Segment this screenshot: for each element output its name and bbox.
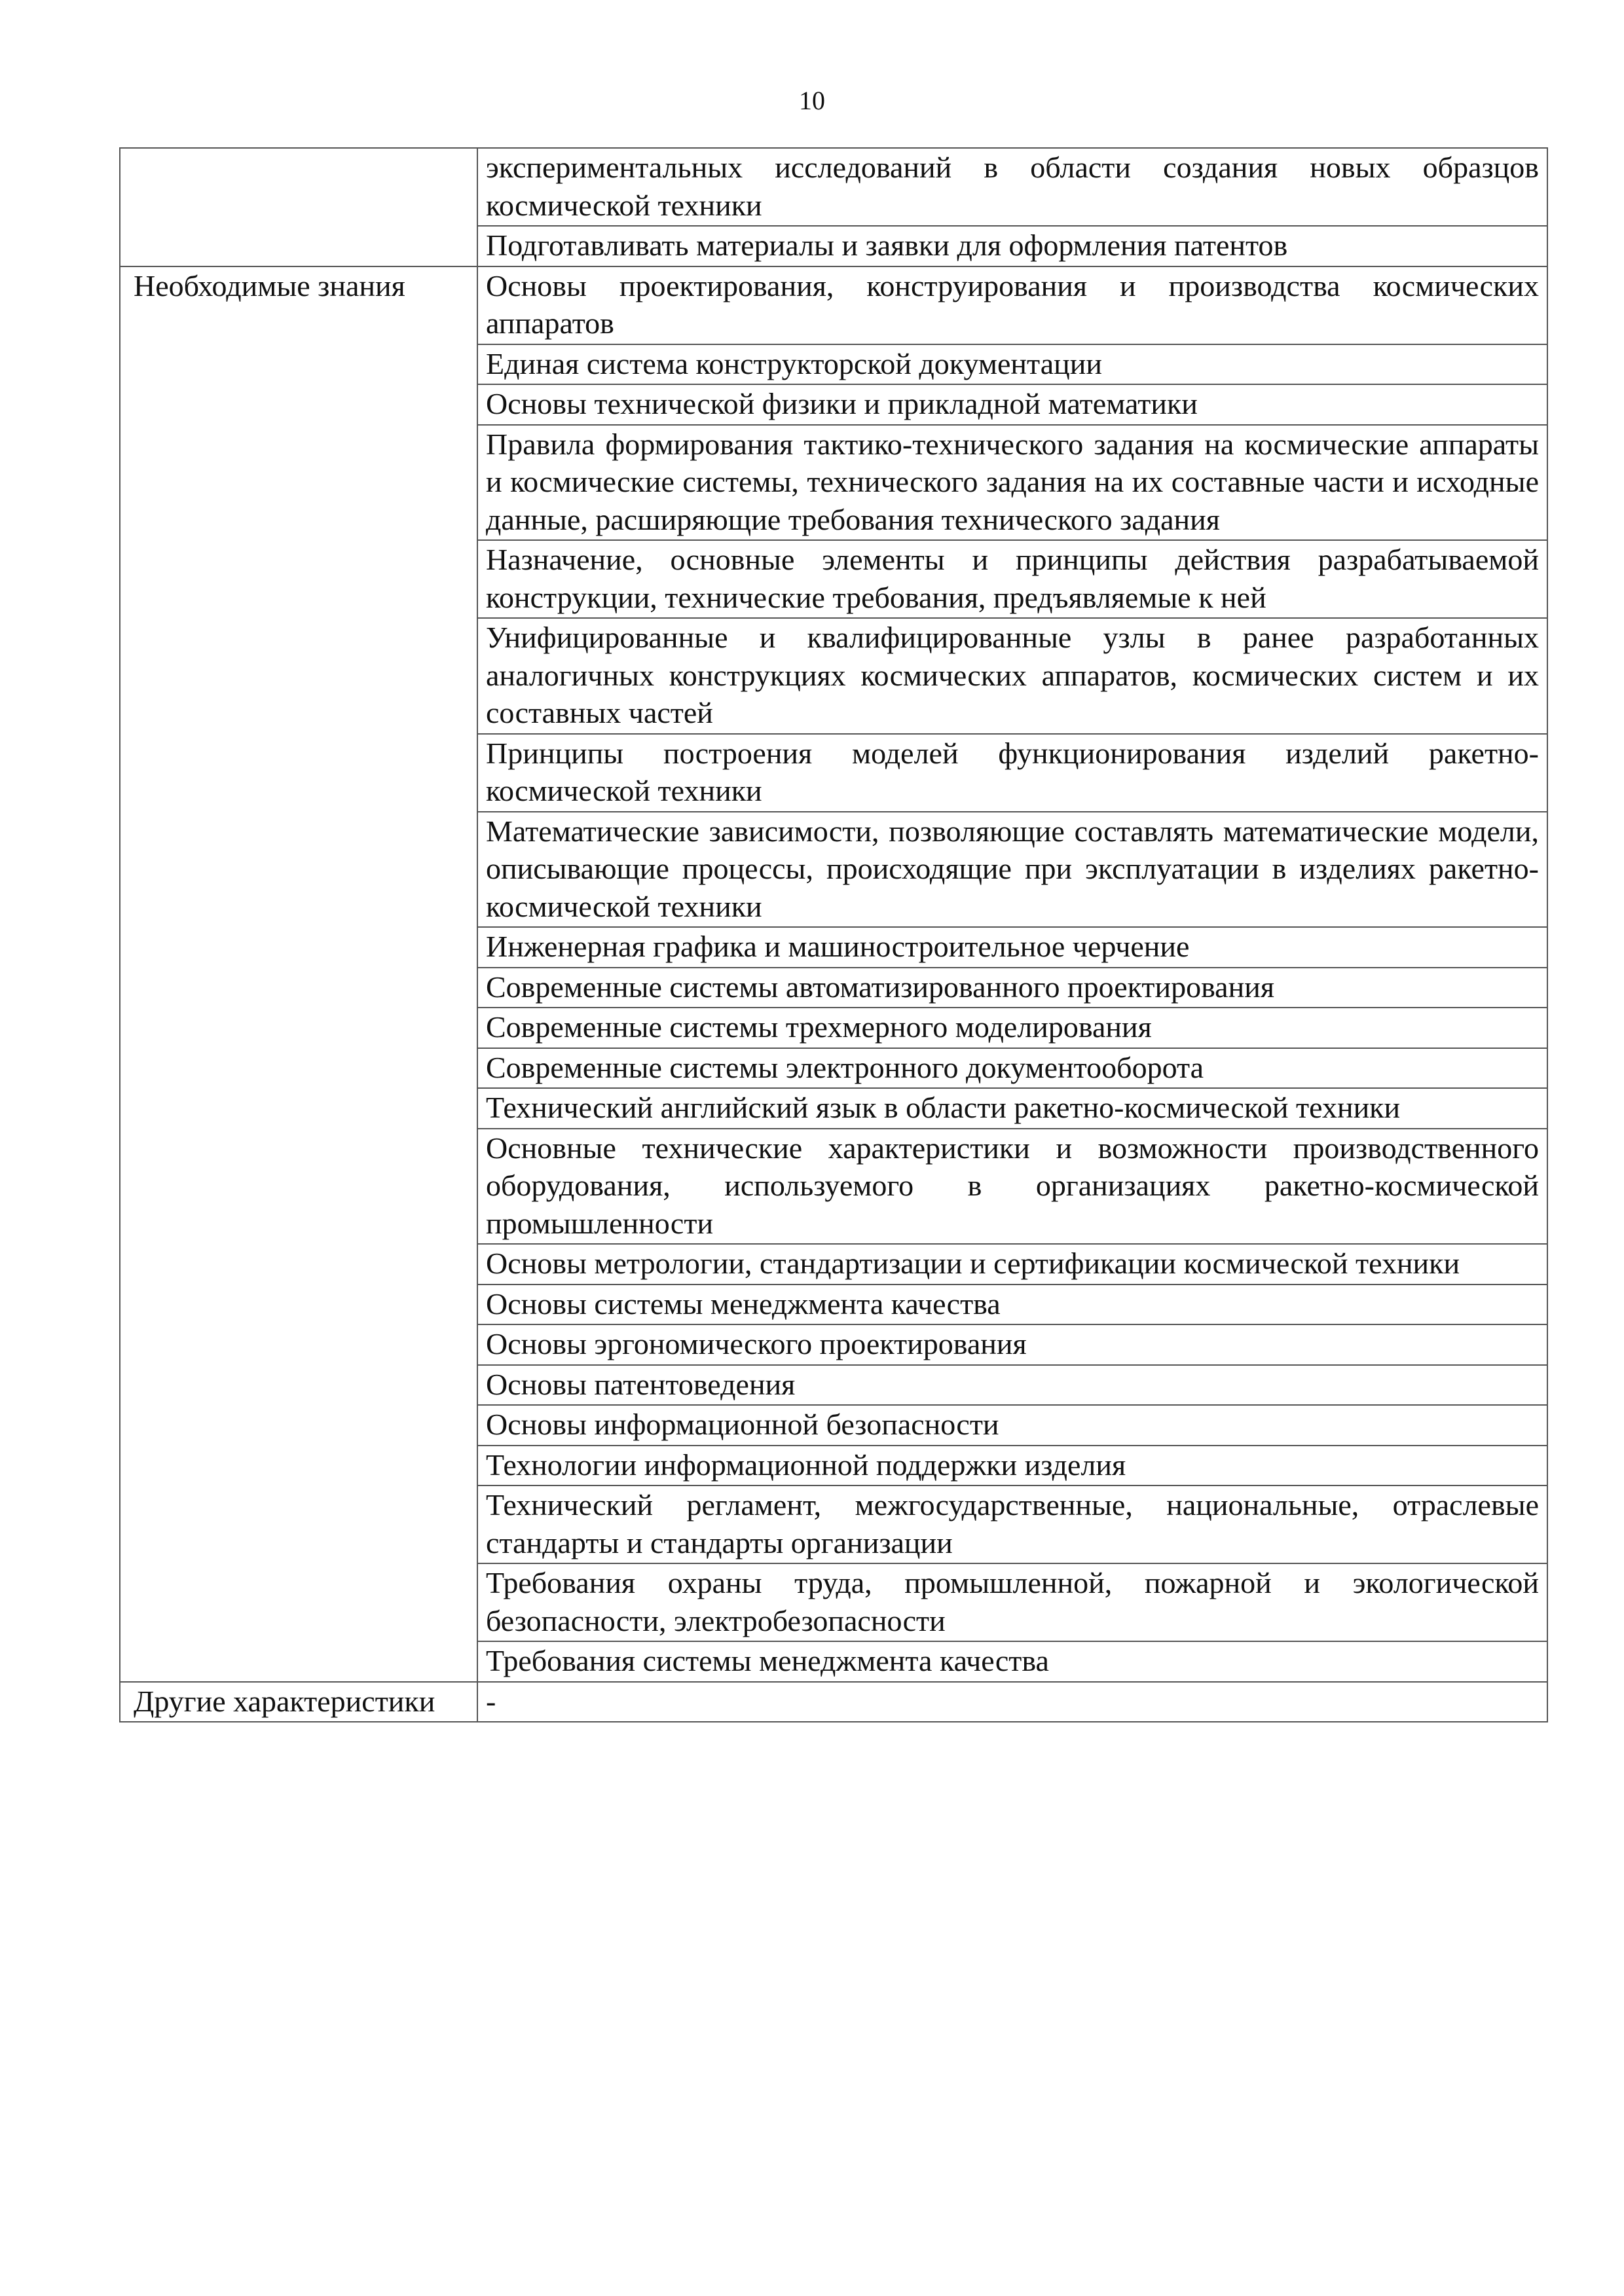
table-row	[120, 1682, 1547, 1722]
table-cell: Правила формирования тактико-технического задания на космические аппараты и космические системы, технического задания на их составные части и исходные данные, расширяющие требования технического задания	[477, 425, 1547, 541]
table-cell: Основы метрологии, стандартизации и сертификации космической техники	[477, 1244, 1547, 1285]
table-cell: Основы патентоведения	[477, 1365, 1547, 1406]
table-cell: Подготавливать материалы и заявки для оформления патентов	[477, 226, 1547, 266]
table-cell: Основы эргономического проектирования	[477, 1324, 1547, 1365]
requirements-table	[119, 147, 1548, 1722]
table-cell: Основы технической физики и прикладной математики	[477, 384, 1547, 425]
table-cell: Основные технические характеристики и возможности производственного оборудования, используемого в организациях ракетно-космической промышленности	[477, 1129, 1547, 1245]
other-value-cell: -	[477, 1682, 1547, 1722]
table-cell: Требования охраны труда, промышленной, пожарной и экологической безопасности, электробезопасности	[477, 1563, 1547, 1641]
table-cell: Современные системы автоматизированного проектирования	[477, 968, 1547, 1008]
continuation-label-cell	[120, 148, 477, 266]
table-cell: Технический регламент, межгосударственные, национальные, отраслевые стандарты и стандарты организации	[477, 1485, 1547, 1563]
page-number: 10	[799, 86, 825, 115]
table-cell: Основы проектирования, конструирования и производства космических аппаратов	[477, 266, 1547, 344]
table-cell: Требования системы менеджмента качества	[477, 1641, 1547, 1682]
table-cell: Принципы построения моделей функционирования изделий ракетно-космической техники	[477, 734, 1547, 812]
table-cell: Современные системы трехмерного моделирования	[477, 1008, 1547, 1048]
table-cell: Современные системы электронного документооборота	[477, 1048, 1547, 1089]
table-cell: Основы системы менеджмента качества	[477, 1285, 1547, 1325]
table-cell: Единая система конструкторской документации	[477, 344, 1547, 385]
table-cell: Инженерная графика и машиностроительное черчение	[477, 927, 1547, 968]
table-row	[120, 266, 1547, 344]
table-cell: Основы информационной безопасности	[477, 1405, 1547, 1446]
table-cell: Унифицированные и квалифицированные узлы в ранее разработанных аналогичных конструкциях космических аппаратов, космических систем и их составных частей	[477, 618, 1547, 734]
table-cell: Технологии информационной поддержки изделия	[477, 1446, 1547, 1486]
table-cell: Технический английский язык в области ракетно-космической техники	[477, 1088, 1547, 1129]
knowledge-label-cell: Необходимые знания	[120, 266, 477, 1682]
table-cell: экспериментальных исследований в области создания новых образцов космической техники	[477, 148, 1547, 226]
table-cell: Назначение, основные элементы и принципы действия разрабатываемой конструкции, технические требования, предъявляемые к ней	[477, 540, 1547, 618]
table-row	[120, 148, 1547, 226]
table-cell: Математические зависимости, позволяющие составлять математические модели, описывающие процессы, происходящие при эксплуатации в изделиях ракетно-космической техники	[477, 812, 1547, 928]
other-label-cell: Другие характеристики	[120, 1682, 477, 1722]
